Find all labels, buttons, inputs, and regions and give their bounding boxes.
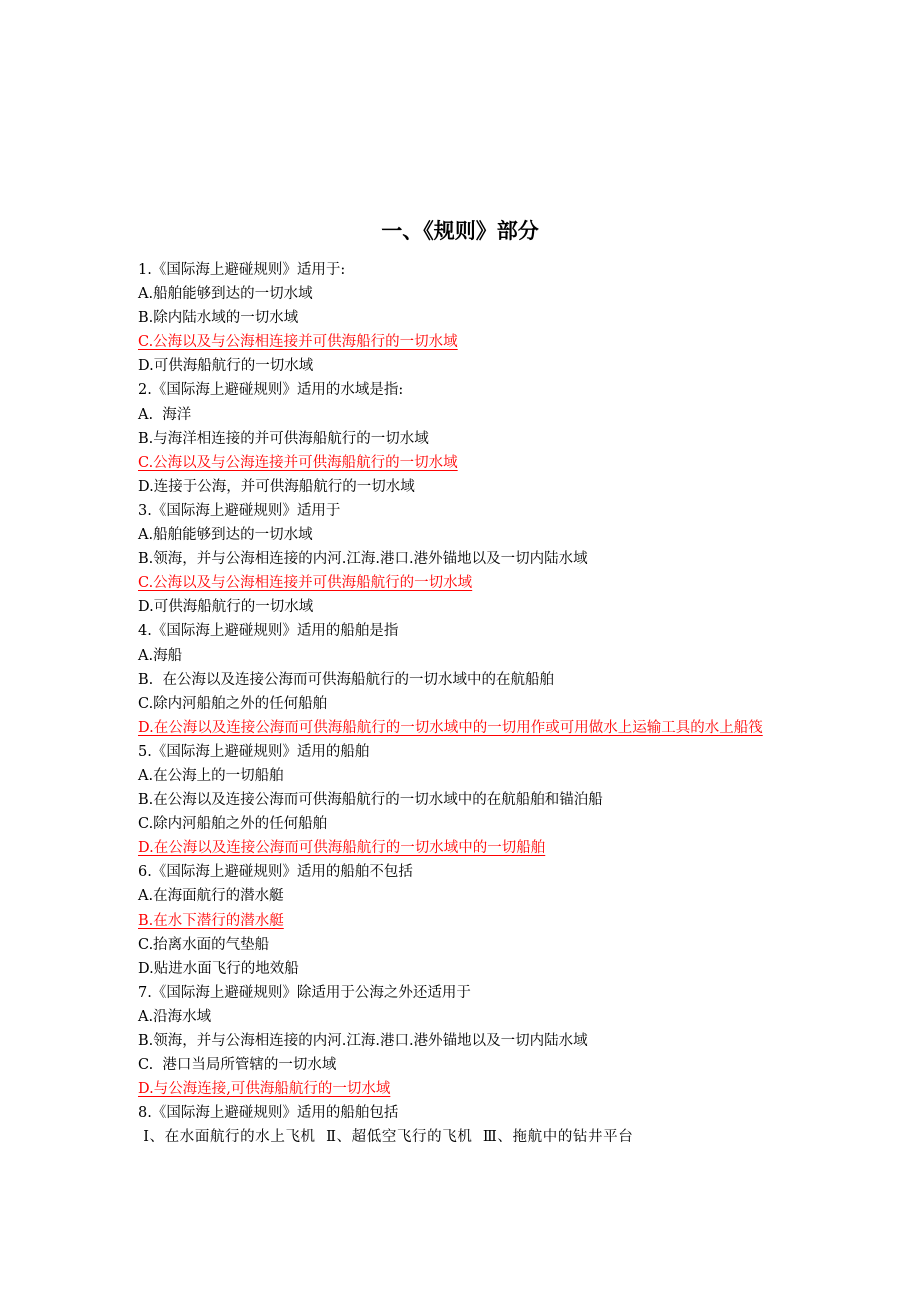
question-line [138,258,798,282]
line-text: A.在公海上的一切船舶 [138,767,284,784]
line-text: A.海船 [138,647,183,664]
correct-answer-text: B.在水下潜行的潜水艇 [138,912,284,929]
line-text: 7.《国际海上避碰规则》除适用于公海之外还适用于 [138,984,471,1001]
line-text: 4.《国际海上避碰规则》适用的船舶是指 [138,623,399,640]
answer-line [138,909,798,933]
question-line [138,547,798,571]
line-text: 2.《国际海上避碰规则》适用的水域是指: [138,382,404,399]
question-line [138,595,798,619]
line-text: B.除内陆水域的一切水域 [138,310,299,327]
question-line [138,644,798,668]
answer-line [138,716,798,740]
question-line [138,933,798,957]
line-text: C.抬离水面的气垫船 [138,936,270,953]
line-text: B.领海，并与公海相连接的内河.江海.港口.港外锚地以及一切内陆水域 [138,1033,588,1049]
question-line [138,403,798,427]
correct-answer-text: D.在公海以及连接公海而可供海船航行的一切水域中的一切船舶 [138,840,546,857]
question-line [138,1125,798,1149]
line-text: A.在海面航行的潜水艇 [138,888,284,905]
answer-line [138,330,798,354]
line-text: Ⅰ、在水面航行的水上飞机 Ⅱ、超低空飞行的飞机 Ⅲ、拖航中的钻井平台 [138,1129,634,1146]
question-line [138,788,798,812]
correct-answer-text: D.在公海以及连接公海而可供海船航行的一切水域中的一切用作或可用做水上运输工具的水上船筏 [138,719,763,736]
question-line [138,619,798,643]
answer-line [138,1077,798,1101]
line-text: B. 在公海以及连接公海而可供海船航行的一切水域中的在航船舶 [138,671,554,688]
question-line [138,860,798,884]
correct-answer-text: D.与公海连接,可供海船航行的一切水域 [138,1081,391,1098]
line-text: C.除内河船舶之外的任何船舶 [138,695,328,712]
question-line [138,499,798,523]
line-text: 1.《国际海上避碰规则》适用于: [138,262,346,278]
question-line [138,523,798,547]
question-line [138,884,798,908]
question-line [138,668,798,692]
question-line [138,1101,798,1125]
question-line [138,1029,798,1053]
line-text: A.船舶能够到达的一切水域 [138,286,313,303]
question-list [138,258,798,1149]
line-text: C. 港口当局所管辖的一切水域 [138,1057,337,1074]
line-text: B.与海洋相连接的并可供海船航行的一切水域 [138,430,429,447]
line-text: A. 海洋 [138,406,192,423]
question-line [138,957,798,981]
question-line [138,740,798,764]
question-line [138,692,798,716]
question-line [138,1005,798,1029]
line-text: B.领海，并与公海相连接的内河.江海.港口.港外锚地以及一切内陆水域 [138,551,588,568]
line-text: D.可供海船航行的一切水域 [138,599,314,616]
line-text: D.连接于公海，并可供海船航行的一切水域 [138,478,415,495]
answer-line [138,836,798,860]
question-line [138,282,798,306]
section-title: 一、《规则》部分 [381,219,539,243]
line-text: 3.《国际海上避碰规则》适用于 [138,502,341,519]
line-text: D.可供海船航行的一切水域 [138,358,314,375]
question-line [138,475,798,499]
line-text: 5.《国际海上避碰规则》适用的船舶 [138,743,370,760]
question-line [138,306,798,330]
correct-answer-text: C.公海以及与公海连接并可供海船航行的一切水域 [138,454,458,471]
question-line [138,427,798,451]
correct-answer-text: C.公海以及与公海相连接并可供海船航行的一切水域 [138,575,473,592]
question-line [138,764,798,788]
line-text: A.沿海水域 [138,1008,212,1025]
question-line [138,378,798,402]
question-line [138,354,798,378]
answer-line [138,451,798,475]
line-text: C.除内河船舶之外的任何船舶 [138,816,328,833]
line-text: A.船舶能够到达的一切水域 [138,527,313,544]
line-text: D.贴进水面飞行的地效船 [138,960,299,977]
correct-answer-text: C.公海以及与公海相连接并可供海船行的一切水域 [138,334,458,351]
question-line [138,981,798,1005]
line-text: 6.《国际海上避碰规则》适用的船舶不包括 [138,864,413,881]
question-line [138,812,798,836]
answer-line [138,571,798,595]
line-text: B.在公海以及连接公海而可供海船航行的一切水域中的在航船舶和锚泊船 [138,792,603,809]
line-text: 8.《国际海上避碰规则》适用的船舶包括 [138,1105,399,1122]
question-line [138,1053,798,1077]
